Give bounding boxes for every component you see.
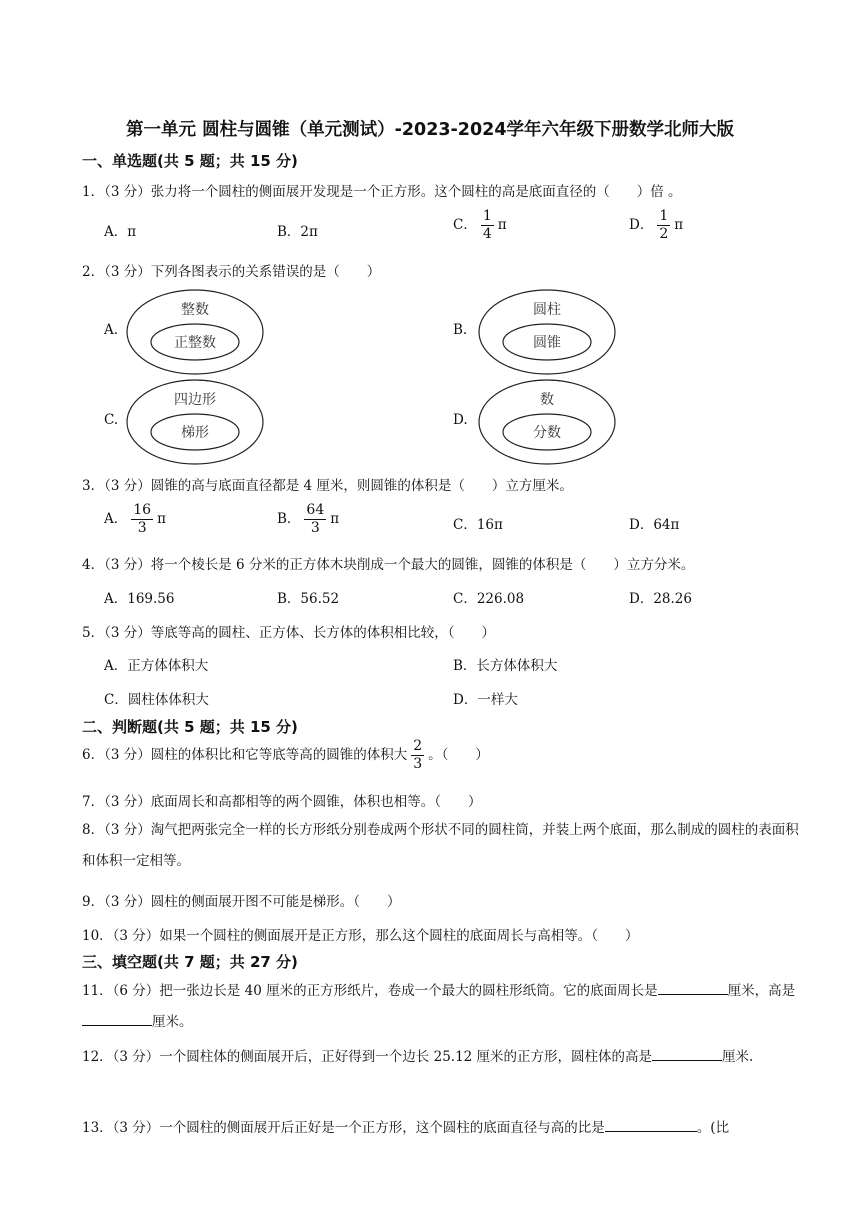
- question-13-text-1: 13．（3 分）一个圆柱的侧面展开后正好是一个正方形，这个圆柱的底面直径与高的比是: [82, 1120, 605, 1136]
- q4-option-b: B．56.52: [277, 591, 340, 607]
- fraction-numerator: 2: [413, 738, 423, 754]
- question-11: [82, 976, 808, 1038]
- question-12-text-1: 12．（3 分）一个圆柱体的侧面展开后，正好得到一个边长 25.12 厘米的正方形，圆柱体的高是: [82, 1049, 653, 1065]
- fraction-numerator: 16: [133, 502, 152, 518]
- venn-inner-label: 正整数: [174, 335, 216, 351]
- q2-option-b-venn-diagram: [477, 288, 617, 376]
- q2-option-a-venn-diagram: [125, 288, 265, 376]
- question-8-stem: 8．（3 分）淘气把两张完全一样的长方形纸分别卷成两个形状不同的圆柱筒，并装上两个底面，那么制成的圆柱的表面积和体积一定相等。: [82, 822, 799, 869]
- section-heading-fill-blank: 三、填空题(共 7 题；共 27 分): [82, 953, 298, 971]
- q2-option-c-venn-diagram: [125, 378, 265, 466]
- fraction-denominator: 4: [482, 226, 492, 242]
- q5-option-c: C．圆柱体体积大: [104, 692, 209, 708]
- question-6-tail: 。（ ）: [428, 747, 489, 763]
- q3-option-b-fraction: [304, 502, 326, 537]
- answer-blank[interactable]: [82, 1011, 152, 1026]
- venn-outer-label: 数: [540, 392, 554, 408]
- venn-outer-label: 整数: [181, 302, 209, 318]
- q4-option-a: A．169.56: [104, 591, 175, 607]
- q2-option-b-label: B.: [453, 322, 468, 338]
- page-title: 第一单元 圆柱与圆锥（单元测试）-2023-2024学年六年级下册数学北师大版: [125, 120, 735, 140]
- venn-inner-label: 分数: [533, 425, 561, 441]
- q3-option-b-label: B．: [277, 511, 301, 527]
- q5-option-a: A．正方体体积大: [104, 658, 209, 674]
- q4-option-c: C．226.08: [453, 591, 525, 607]
- fraction-denominator: 3: [137, 520, 147, 536]
- q1-option-d: [629, 208, 683, 243]
- venn-inner-label: 圆锥: [533, 335, 561, 351]
- q5-option-b: B．长方体体积大: [453, 658, 558, 674]
- q2-option-c-label: C.: [104, 412, 119, 428]
- question-11-text-1: 11．（6 分）把一张边长是 40 厘米的正方形纸片，卷成一个最大的圆柱形纸筒。它的底面周长是: [82, 983, 658, 999]
- q3-option-b: [277, 502, 339, 537]
- question-4-stem: 4．（3 分）将一个棱长是 6 分米的正方体木块削成一个最大的圆锥，圆锥的体积是（ ）立方分米。: [82, 557, 695, 573]
- q2-option-d-venn-diagram: [477, 378, 617, 466]
- answer-blank[interactable]: [605, 1117, 697, 1132]
- q2-option-d-label: D.: [453, 412, 468, 428]
- fraction-numerator: 1: [482, 208, 492, 224]
- section-heading-single-choice: 一、单选题(共 5 题；共 15 分): [82, 152, 298, 170]
- venn-inner-label: 梯形: [181, 425, 209, 441]
- fraction-denominator: 3: [413, 756, 423, 772]
- q1-option-c: [453, 208, 507, 243]
- q1-option-d-pi: π: [674, 217, 684, 233]
- question-11-text-2: 厘米，高是: [727, 983, 796, 999]
- q3-option-a-pi: π: [157, 511, 166, 527]
- q3-option-a-label: A．: [104, 511, 128, 527]
- fraction-denominator: 3: [310, 520, 320, 536]
- q1-option-c-fraction: [481, 208, 494, 243]
- q1-option-a: A．π: [104, 224, 137, 240]
- answer-blank[interactable]: [652, 1046, 722, 1061]
- q1-option-c-label: C．: [453, 217, 477, 233]
- q1-option-d-label: D．: [629, 217, 654, 233]
- q1-option-b: B．2π: [277, 224, 318, 240]
- q2-option-a-label: A.: [104, 322, 119, 338]
- section-heading-true-false: 二、判断题(共 5 题；共 15 分): [82, 718, 298, 736]
- venn-outer-label: 四边形: [174, 392, 216, 408]
- question-6: [82, 738, 489, 773]
- q1-option-d-fraction: [657, 208, 670, 243]
- question-10-stem: 10．（3 分）如果一个圆柱的侧面展开是正方形，那么这个圆柱的底面周长与高相等。（ ）: [82, 928, 639, 944]
- question-7-stem: 7．（3 分）底面周长和高都相等的两个圆锥，体积也相等。（ ）: [82, 794, 482, 810]
- q1-option-c-pi: π: [497, 217, 507, 233]
- question-13: [82, 1116, 729, 1136]
- q3-option-c: C．16π: [453, 517, 503, 533]
- question-3-stem: 3．（3 分）圆锥的高与底面直径都是 4 厘米，则圆锥的体积是（ ）立方厘米。: [82, 478, 573, 494]
- question-12-text-2: 厘米.: [722, 1049, 754, 1065]
- fraction-numerator: 64: [306, 502, 325, 518]
- q3-option-d: D．64π: [629, 517, 680, 533]
- question-12: [82, 1042, 808, 1073]
- question-11-text-3: 厘米。: [152, 1014, 193, 1030]
- question-6-fraction: [411, 738, 424, 773]
- q3-option-a-fraction: [131, 502, 153, 537]
- q5-option-d: D．一样大: [453, 692, 518, 708]
- answer-blank[interactable]: [658, 980, 728, 995]
- question-1-stem: 1．（3 分）张力将一个圆柱的侧面展开发现是一个正方形。这个圆柱的高是底面直径的（ ）倍 。: [82, 184, 682, 200]
- question-5-stem: 5．（3 分）等底等高的圆柱、正方体、长方体的体积相比较，（ ）: [82, 625, 495, 641]
- q4-option-d: D．28.26: [629, 591, 692, 607]
- question-13-text-2: 。(比: [696, 1120, 730, 1136]
- fraction-denominator: 2: [659, 226, 669, 242]
- question-9-stem: 9．（3 分）圆柱的侧面展开图不可能是梯形。（ ）: [82, 894, 401, 910]
- venn-outer-label: 圆柱: [533, 302, 561, 318]
- question-6-stem: 6．（3 分）圆柱的体积比和它等底等高的圆锥的体积大: [82, 747, 408, 763]
- q3-option-b-pi: π: [330, 511, 340, 527]
- question-2-stem: 2．（3 分）下列各图表示的关系错误的是（ ）: [82, 264, 381, 280]
- fraction-numerator: 1: [659, 208, 669, 224]
- q3-option-a: [104, 502, 166, 537]
